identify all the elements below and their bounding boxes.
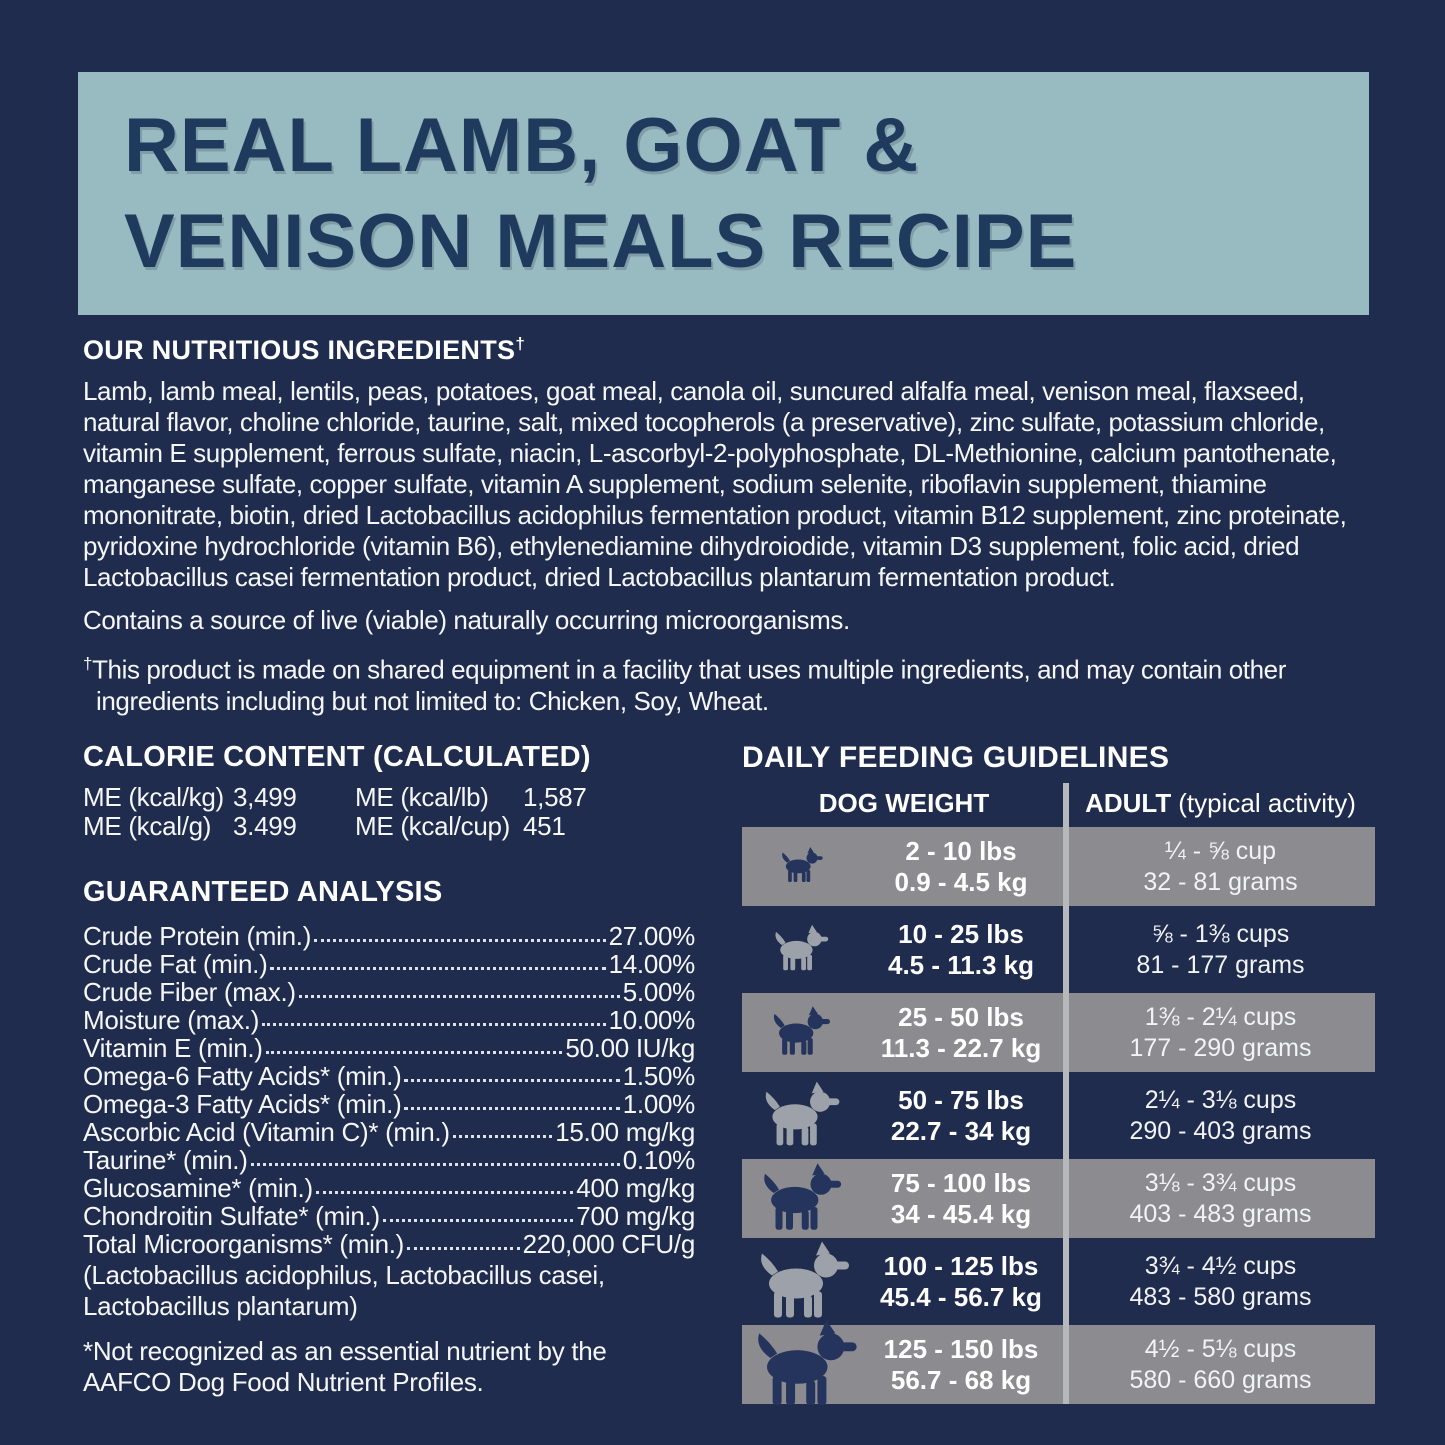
leader-dots: [251, 1163, 620, 1166]
feeding-row: [742, 1076, 1375, 1155]
ingredients-heading-dagger: †: [515, 334, 526, 353]
weight-text: [858, 1002, 1064, 1064]
weight-kg: 4.5 - 11.3 kg: [888, 949, 1034, 980]
dog-toy-breed-icon: [778, 846, 824, 888]
adult-cell: [1066, 1159, 1375, 1238]
analysis-label: Omega-3 Fatty Acids* (min.): [83, 1089, 402, 1119]
weight-kg: 34 - 45.4 kg: [890, 1198, 1032, 1229]
col-header-dog-weight: DOG WEIGHT: [818, 787, 990, 818]
leader-dots: [383, 1219, 573, 1222]
analysis-row: [83, 949, 695, 977]
serving-grams: 403 - 483 grams: [1129, 1199, 1312, 1228]
weight-kg: 22.7 - 34 kg: [890, 1115, 1032, 1146]
table-column-divider: [1063, 783, 1069, 1404]
dog-giant-breed-icon: [748, 1317, 860, 1412]
weight-lbs: 2 - 10 lbs: [905, 835, 1017, 866]
guaranteed-analysis-heading: GUARANTEED ANALYSIS: [83, 876, 443, 908]
feeding-row: [742, 910, 1375, 989]
analysis-label: Crude Fiber (max.): [83, 977, 296, 1007]
ingredients-heading-text: OUR NUTRITIOUS INGREDIENTS: [83, 335, 516, 365]
analysis-value: 400 mg/kg: [576, 1173, 695, 1203]
dog-small-breed-icon: [770, 923, 830, 976]
analysis-row: [83, 1061, 695, 1089]
leader-dots: [407, 1247, 520, 1250]
dog-large-breed-icon: [758, 1080, 842, 1152]
calorie-value: 3.499: [233, 811, 297, 841]
analysis-label: Vitamin E (min.): [83, 1033, 263, 1063]
dog-medium-breed-icon: [768, 1005, 832, 1061]
serving-grams: 483 - 580 grams: [1129, 1282, 1312, 1311]
weight-kg: 11.3 - 22.7 kg: [880, 1032, 1042, 1063]
calorie-label: ME (kcal/kg): [83, 782, 224, 812]
serving-cups: 3⅛ - 3¾ cups: [1144, 1168, 1297, 1197]
weight-cell: [742, 1159, 1066, 1238]
weight-kg: 45.4 - 56.7 kg: [880, 1281, 1042, 1312]
analysis-row: [83, 921, 695, 949]
analysis-label: Glucosamine* (min.): [83, 1173, 313, 1203]
analysis-value: 27.00%: [608, 921, 695, 951]
ingredients-list: Lamb, lamb meal, lentils, peas, potatoes, goat meal, canola oil, suncured alfalfa meal, venison meal, flaxseed, natural flavor, choline chloride, taurine, salt, mixed tocopherols (a preservative), zinc sulfate, potassium chloride, vitamin E supplement, ferrous sulfate, niacin, L-ascorbyl-2-polyphosphate, DL-Methionine, calcium pantothenate, manganese sulfate, copper sulfate, vitamin A supplement, sodium selenite, riboflavin supplement, thiamine mononitrate, biotin, dried Lactobacillus acidophilus fermentation product, vitamin B12 supplement, zinc proteinate, pyridoxine hydrochloride (vitamin B6), ethylenediamine dihydroiodide, vitamin D3 supplement, folic acid, dried Lactobacillus casei fermentation product, dried Lactobacillus plantarum fermentation product.: [83, 376, 1347, 592]
weight-cell: [742, 993, 1066, 1072]
microorganisms-parenthetical: (Lactobacillus acidophilus, Lactobacillus casei, Lactobacillus plantarum): [83, 1260, 605, 1321]
weight-lbs: 10 - 25 lbs: [898, 918, 1024, 949]
calorie-item: [355, 813, 695, 840]
serving-cups: ¼ - ⅝ cup: [1164, 836, 1277, 865]
leader-dots: [262, 1023, 606, 1026]
weight-cell: [742, 1242, 1066, 1321]
analysis-value: 1.50%: [622, 1061, 695, 1091]
weight-lbs: 75 - 100 lbs: [890, 1167, 1032, 1198]
calorie-value: 3,499: [233, 782, 297, 812]
weight-kg: 56.7 - 68 kg: [890, 1364, 1032, 1395]
leader-dots: [316, 1191, 573, 1194]
leader-dots: [270, 967, 605, 970]
weight-cell: [742, 1076, 1066, 1155]
col-header-adult: [1066, 788, 1375, 819]
feeding-table: [742, 783, 1375, 1404]
product-title-band: [78, 72, 1369, 315]
analysis-label: Total Microorganisms* (min.): [83, 1229, 405, 1259]
analysis-value: 5.00%: [622, 977, 695, 1007]
serving-cups: 4½ - 5⅛ cups: [1144, 1334, 1297, 1363]
analysis-label: Taurine* (min.): [83, 1145, 248, 1175]
analysis-row: [83, 1201, 695, 1229]
serving-cups: 3¾ - 4½ cups: [1144, 1251, 1297, 1280]
product-title-line1: REAL LAMB, GOAT &: [124, 103, 920, 188]
feeding-row: [742, 1159, 1375, 1238]
adult-cell: [1066, 827, 1375, 906]
guaranteed-analysis-list: [83, 921, 695, 1257]
feeding-row: [742, 993, 1375, 1072]
analysis-label: Ascorbic Acid (Vitamin C)* (min.): [83, 1117, 450, 1147]
ingredients-footnote: [83, 648, 1375, 717]
analysis-row: [83, 977, 695, 1005]
leader-dots: [404, 1107, 619, 1110]
footnote-text: This product is made on shared equipment in a facility that uses multiple ingredients, and may contain other ingredients including but not limited to: Chicken, Soy, Wheat.: [92, 654, 1286, 716]
analysis-row: [83, 1145, 695, 1173]
calorie-label: ME (kcal/g): [83, 811, 212, 841]
weight-lbs: 125 - 150 lbs: [883, 1333, 1039, 1364]
analysis-value: 15.00 mg/kg: [555, 1117, 695, 1147]
adult-cell: [1066, 1325, 1375, 1404]
feeding-row: [742, 1325, 1375, 1404]
calorie-label: ME (kcal/lb): [355, 782, 489, 812]
feeding-row: [742, 827, 1375, 906]
weight-text: [858, 1334, 1064, 1396]
serving-grams: 32 - 81 grams: [1143, 867, 1298, 896]
analysis-value: 1.00%: [622, 1089, 695, 1119]
ingredients-contains-note: Contains a source of live (viable) naturally occurring microorganisms.: [83, 605, 850, 635]
leader-dots: [453, 1135, 552, 1138]
footnote-dagger: †: [83, 654, 93, 673]
leader-dots: [266, 1051, 563, 1054]
analysis-value: 50.00 IU/kg: [565, 1033, 695, 1063]
analysis-label: Crude Protein (min.): [83, 921, 312, 951]
dog-xxlarge-breed-icon: [752, 1239, 852, 1324]
analysis-row: [83, 1089, 695, 1117]
feeding-guidelines-section: [742, 741, 1375, 1404]
product-title: [78, 72, 1369, 290]
ingredients-section: [83, 334, 1375, 717]
calorie-item: [83, 813, 355, 840]
leader-dots: [314, 939, 606, 942]
analysis-label: Moisture (max.): [83, 1005, 260, 1035]
product-title-line2: VENISON MEALS RECIPE: [124, 199, 1078, 284]
weight-lbs: 100 - 125 lbs: [883, 1250, 1039, 1281]
weight-kg: 0.9 - 4.5 kg: [894, 866, 1028, 897]
calorie-item: [355, 784, 695, 811]
calorie-value: 1,587: [523, 782, 587, 812]
analysis-label: Omega-6 Fatty Acids* (min.): [83, 1061, 402, 1091]
adult-cell: [1066, 910, 1375, 989]
weight-cell: [742, 827, 1066, 906]
adult-cell: [1066, 1242, 1375, 1321]
serving-cups: 2¼ - 3⅛ cups: [1144, 1085, 1297, 1114]
calorie-heading: CALORIE CONTENT (CALCULATED): [83, 741, 591, 773]
calorie-value: 451: [523, 811, 566, 841]
serving-grams: 290 - 403 grams: [1129, 1116, 1312, 1145]
analysis-row: [83, 1117, 695, 1145]
weight-text: [858, 1168, 1064, 1230]
serving-cups: ⅝ - 1⅜ cups: [1151, 919, 1290, 948]
weight-text: [858, 836, 1064, 898]
weight-lbs: 50 - 75 lbs: [898, 1084, 1024, 1115]
weight-text: [858, 1085, 1064, 1147]
analysis-value: 700 mg/kg: [576, 1201, 695, 1231]
weight-cell: [742, 910, 1066, 989]
analysis-value: 0.10%: [622, 1145, 695, 1175]
feeding-heading: DAILY FEEDING GUIDELINES: [742, 741, 1170, 774]
adult-cell: [1066, 1076, 1375, 1155]
col-header-adult-bold: ADULT: [1085, 787, 1172, 818]
adult-cell: [1066, 993, 1375, 1072]
serving-grams: 81 - 177 grams: [1136, 950, 1305, 979]
analysis-label: Chondroitin Sulfate* (min.): [83, 1201, 380, 1231]
weight-text: [858, 1251, 1064, 1313]
nutrition-column: [83, 741, 695, 1398]
col-header-adult-rest: (typical activity): [1178, 787, 1356, 818]
serving-grams: 580 - 660 grams: [1129, 1365, 1312, 1394]
leader-dots: [404, 1079, 619, 1082]
calorie-label: ME (kcal/cup): [355, 811, 511, 841]
analysis-row: [83, 1229, 695, 1257]
aafco-note: *Not recognized as an essential nutrient by the AAFCO Dog Food Nutrient Profiles.: [83, 1336, 607, 1397]
analysis-row: [83, 1005, 695, 1033]
analysis-value: 10.00%: [608, 1005, 695, 1035]
analysis-value: 220,000 CFU/g: [522, 1229, 695, 1259]
ingredients-heading: [83, 334, 1375, 366]
analysis-value: 14.00%: [608, 949, 695, 979]
serving-grams: 177 - 290 grams: [1129, 1033, 1312, 1062]
weight-cell: [742, 1325, 1066, 1404]
weight-text: [858, 919, 1064, 981]
dog-xlarge-breed-icon: [756, 1161, 844, 1236]
feeding-row: [742, 1242, 1375, 1321]
weight-lbs: 25 - 50 lbs: [898, 1001, 1024, 1032]
leader-dots: [299, 995, 620, 998]
calorie-item: [83, 784, 355, 811]
analysis-row: [83, 1173, 695, 1201]
analysis-row: [83, 1033, 695, 1061]
feeding-table-header: [742, 783, 1375, 823]
analysis-label: Crude Fat (min.): [83, 949, 268, 979]
serving-cups: 1⅜ - 2¼ cups: [1144, 1002, 1297, 1031]
calorie-table: [83, 784, 695, 840]
